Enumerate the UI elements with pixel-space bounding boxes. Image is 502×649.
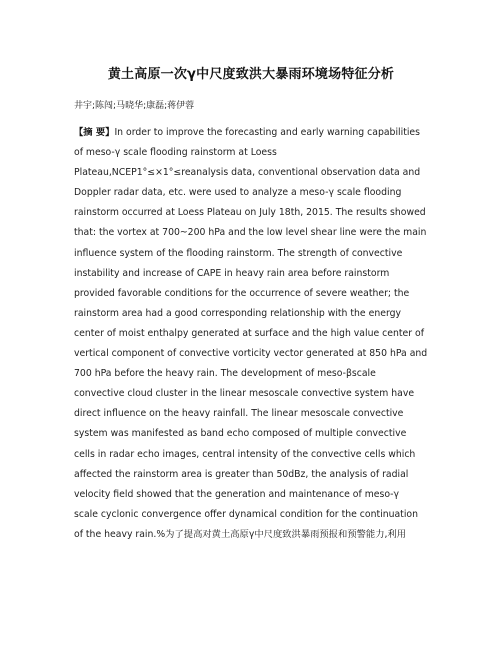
abstract-line: rainstorm area had a good corresponding relationship with the energy bbox=[74, 307, 402, 319]
abstract-text: In order to improve the forecasting and early warning capabilities bbox=[114, 127, 420, 138]
abstract-line: convective cloud cluster in the linear mesoscale convective system have bbox=[74, 388, 415, 400]
abstract-line: of the heavy rain.%为了提高对黄土高原γ中尺度致洪暴雨预报和预警能力,利用 bbox=[74, 528, 407, 540]
abstract-line: cells in radar echo images, central intensity of the convective cells which bbox=[74, 448, 416, 460]
abstract-line: velocity field showed that the generation and maintenance of meso-γ bbox=[74, 488, 400, 500]
abstract-line: scale cyclonic convergence offer dynamical condition for the continuation bbox=[74, 508, 418, 520]
author-list: 井宇;陈闯;马晓华;康磊;蒋伊蓉 bbox=[74, 101, 195, 111]
abstract-line bbox=[74, 126, 432, 146]
abstract-line: 700 hPa before the heavy rain. The development of meso-βscale bbox=[74, 368, 376, 380]
abstract-line: system was manifested as band echo composed of multiple convective bbox=[74, 428, 407, 440]
abstract-line: direct influence on the heavy rainfall. The linear mesoscale convective bbox=[74, 408, 404, 420]
abstract-line: that: the vortex at 700~200 hPa and the low level shear line were the main bbox=[74, 227, 427, 239]
abstract-line: of meso-γ scale flooding rainstorm at Loess bbox=[74, 147, 277, 159]
abstract-line: rainstorm occurred at Loess Plateau on July 18th, 2015. The results showed bbox=[74, 207, 426, 219]
paper-title: 黄土高原一次γ中尺度致洪大暴雨环境场特征分析 bbox=[107, 67, 395, 82]
abstract-line: center of moist enthalpy generated at surface and the high value center of bbox=[74, 327, 424, 339]
abstract bbox=[74, 126, 432, 548]
abstract-line: affected the rainstorm area is greater than 50dBz, the analysis of radial bbox=[74, 468, 409, 480]
abstract-line: instability and increase of CAPE in heavy rain area before rainstorm bbox=[74, 267, 390, 279]
abstract-label: 【摘 要】 bbox=[74, 127, 115, 138]
abstract-line: Plateau,NCEP1°≤×1°≤reanalysis data, conventional observation data and bbox=[74, 167, 421, 179]
abstract-line: provided favorable conditions for the occurrence of severe weather; the bbox=[74, 287, 410, 299]
abstract-line: influence system of the flooding rainstorm. The strength of convective bbox=[74, 247, 403, 259]
abstract-line: vertical component of convective vorticity vector generated at 850 hPa and bbox=[74, 348, 428, 360]
abstract-line: Doppler radar data, etc. were used to analyze a meso-γ scale flooding bbox=[74, 187, 402, 199]
